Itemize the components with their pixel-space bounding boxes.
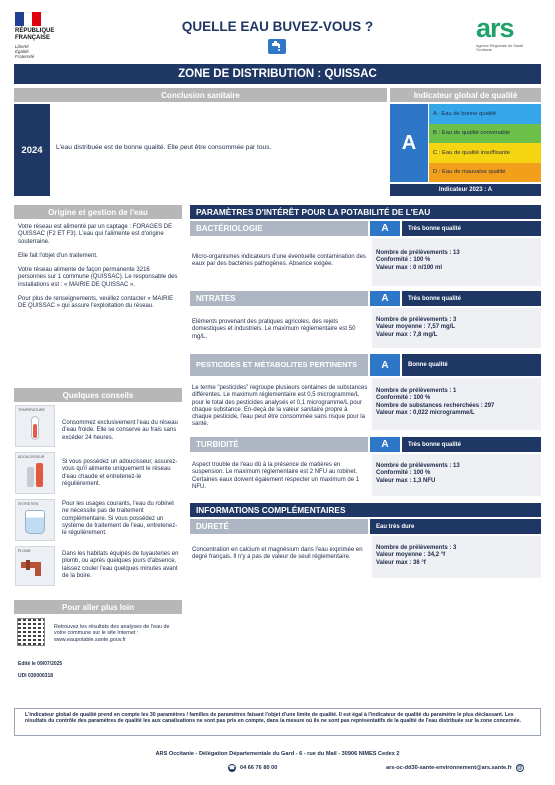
- motto-fraternite: Fraternité: [15, 54, 35, 59]
- advice-softener-text: Si vous possédez un adoucisseur, assurez-vous qu'il alimente uniquement le réseau d'eau chaude et entretenez-le régulièrement.: [62, 459, 178, 487]
- advice-temperature-text: Consommez exclusivement l'eau du réseau d'eau froide. Elle se conserve au frais sans excéder 24 heures.: [62, 420, 178, 441]
- temperature-label: TEMPÉRATURE: [18, 408, 45, 412]
- page-title: QUELLE EAU BUVEZ-VOUS ?: [181, 19, 374, 34]
- param-bacteriology-grade: A: [370, 221, 400, 236]
- footer-phone: ☎ 04 66 76 80 00: [228, 765, 278, 771]
- footnote-text: L'indicateur global de qualité prend en compte les 30 paramètres / familles de paramètres faisant l'objet d'une limite de qualité. Il est égal à l'indicateur de qualité du paramètre le plus déclassant. Les résultats du contrôle des paramètres de qualité les aux canalisations ne sont pas pris en compte, dans la mesure où ils ne sont pas représentatifs de la qualité de l'eau distribuée sur la zone concernée.: [25, 712, 521, 724]
- param-bacteriology-header: BACTÉRIOLOGIE: [190, 221, 368, 236]
- param-turbidity-desc: Aspect trouble de l'eau dû à la présence de matières en suspension. Le maximum réglementaire est 2 NFU au robinet. Certaines eaux doivent également respecter un maximum de 1 NFU.: [192, 462, 360, 490]
- tap-icon: [268, 39, 286, 54]
- hardness-desc: Concentration en calcium et magnésium dans l'eau exprimée en degré français. Il n'y a pas de valeur de seuil réglementaire.: [192, 547, 363, 561]
- origin-p3: Votre réseau alimente de façon permanente 3216 personnes sur 1 commune (QUISSAC). Le responsable des installations est : « MAIRIE DE QUISSAC ».: [18, 267, 178, 288]
- ars-region: Occitanie: [476, 48, 492, 52]
- maintenance-card: [15, 499, 55, 541]
- advice-lead-text: Dans les habitats équipés de tuyauteries en plomb, ou après quelques jours d'absence, laissez couler l'eau quelques minutes avant de la boire.: [62, 551, 179, 579]
- param-nitrates-grade: A: [370, 291, 400, 306]
- param-bacteriology-quality: Très bonne qualité: [402, 221, 541, 236]
- params-header: PARAMÈTRES D'INTÉRÊT POUR LA POTABILITÉ DE L'EAU: [190, 205, 541, 219]
- conclusion-text: L'eau distribuée est de bonne qualité. Elle peut être consommée par tous.: [56, 144, 272, 151]
- param-turbidity-grade: A: [370, 437, 400, 452]
- republic-line2: FRANÇAISE: [15, 35, 51, 41]
- footer-address: ARS Occitanie - Délégation Départementale du Gard - 6 - rue du Mail - 30906 NIMES Cedex 2: [155, 751, 400, 757]
- udi-code: UDI 030000318: [18, 673, 54, 679]
- motto-liberte: Liberté: [15, 44, 29, 49]
- republic-line1: RÉPUBLIQUE: [15, 28, 55, 34]
- origin-p2: Elle fait l'objet d'un traitement.: [18, 252, 98, 259]
- scale-row-d: D : Eau de mauvaise qualité: [429, 163, 541, 183]
- softener-card: [15, 452, 55, 494]
- thermometer-icon: [31, 416, 39, 440]
- qr-code-icon: [17, 618, 45, 646]
- conclusion-header: Conclusion sanitaire: [14, 88, 387, 102]
- footer-email[interactable]: ars-oc-dd30-sante-environnement@ars.sante.fr @: [386, 765, 523, 771]
- origin-p1: Votre réseau est alimenté par un captage : FORAGES DE QUISSAC (F2 ET F3). L'eau qui l'alimente est d'origine souterraine.: [18, 224, 173, 245]
- scale-row-b: B : Eau de qualité convenable: [429, 124, 541, 144]
- phone-icon: ☎: [228, 765, 236, 771]
- param-bacteriology-stats: Nombre de prélèvements : 13 Conformité : 100 % Valeur max : 0 n/100 ml: [372, 238, 541, 286]
- origin-header: Origine et gestion de l'eau: [14, 205, 182, 219]
- param-nitrates-quality: Très bonne qualité: [402, 291, 541, 306]
- hardness-stats: Nombre de prélèvements : 3 Valeur moyenne : 34,2 °f Valeur max : 36 °f: [372, 536, 541, 578]
- ars-logo: [476, 14, 541, 64]
- param-nitrates-desc: Eléments provenant des pratiques agricoles, des rejets domestiques et industriels. Le maximum réglementaire est 50 mg/L.: [192, 319, 356, 340]
- ars-subtitle: Agence Régionale de Santé: [476, 44, 524, 48]
- further-header: Pour aller plus loin: [14, 600, 182, 614]
- water-jug-icon: [25, 510, 45, 534]
- conclusion-year: 2024: [14, 104, 50, 196]
- indicator-grade: A: [390, 104, 428, 182]
- ars-logo-text: ars: [476, 13, 514, 43]
- footnote-box: [14, 708, 541, 736]
- indicator-previous: Indicateur 2023 : A: [390, 184, 541, 196]
- maintenance-label: ENTRETIEN: [18, 502, 39, 506]
- param-bacteriology-desc: Micro-organismes indicateurs d'une éventuelle contamination des eaux par des bactéries pathogènes. Absence exigée.: [192, 254, 366, 268]
- indicator-scale: [429, 104, 541, 182]
- pipe-icon: [21, 558, 49, 578]
- lead-label: PLOMB: [18, 549, 31, 553]
- softener-label: ADOUCISSEUR: [18, 455, 45, 459]
- advice-header: Quelques conseils: [14, 388, 182, 402]
- temperature-card: [15, 405, 55, 447]
- param-turbidity-stats: Nombre de prélèvements : 13 Conformité : 100 % Valeur max : 1,3 NFU: [372, 454, 541, 496]
- param-pesticides-grade: A: [370, 354, 400, 376]
- origin-body: [18, 224, 178, 311]
- origin-p4: Pour plus de renseignements, veuillez contacter « MAIRIE DE QUISSAC » qui assure l'exploitation du réseau.: [18, 296, 174, 310]
- indicator-header: Indicateur global de qualité: [390, 88, 541, 102]
- param-nitrates-stats: Nombre de prélèvements : 3 Valeur moyenne : 7,57 mg/L Valeur max : 7,8 mg/L: [372, 308, 541, 348]
- param-pesticides-stats: Nombre de prélèvements : 1 Conformité : 100 % Nombre de substances recherchées : 297 Valeur max : 0,022 microgramme/L: [372, 378, 541, 430]
- softener-icon: [26, 463, 44, 489]
- param-turbidity-header: TURBIDITÉ: [190, 437, 368, 452]
- param-pesticides-desc: Le terme "pesticides" regroupe plusieurs centaines de substances différentes. Le maximum réglementaire est 0,5 microgramme/L pour le total des pesticides analysés et 0,1 microgramme/L pour chaque substance. En-deçà de la valeur sanitaire propre à chaque pesticide, l'eau peut être consommée sans risque pour la santé.: [192, 385, 368, 428]
- advice-maintenance-text: Pour les usages courants, l'eau du robinet ne nécessite pas de traitement complémentaire. Si vous possédez un système de traitement de l'eau, entretenez-le régulièrement.: [62, 501, 178, 537]
- param-turbidity-quality: Très bonne qualité: [402, 437, 541, 452]
- at-icon: @: [517, 765, 523, 771]
- param-nitrates-header: NITRATES: [190, 291, 368, 306]
- scale-row-c: C : Eau de qualité insuffisante: [429, 143, 541, 163]
- complementary-header: INFORMATIONS COMPLÉMENTAIRES: [190, 503, 541, 517]
- lead-card: [15, 546, 55, 586]
- hardness-header: DURETÉ: [190, 519, 368, 534]
- zone-title: ZONE DE DISTRIBUTION : QUISSAC: [14, 64, 541, 84]
- motto-egalite: Égalité: [15, 49, 29, 54]
- further-text[interactable]: Retrouvez les résultats des analyses de l'eau de votre commune sur le site Internet : www.eaupotable.sante.gouv.fr: [54, 624, 170, 643]
- param-pesticides-quality: Bonne qualité: [402, 354, 541, 376]
- edited-date: Edité le 09/07/2025: [18, 661, 63, 667]
- scale-row-a: A : Eau de bonne qualité: [429, 104, 541, 124]
- param-pesticides-header: PESTICIDES ET MÉTABOLITES PERTINENTS: [190, 354, 368, 376]
- hardness-quality: Eau très dure: [370, 519, 541, 534]
